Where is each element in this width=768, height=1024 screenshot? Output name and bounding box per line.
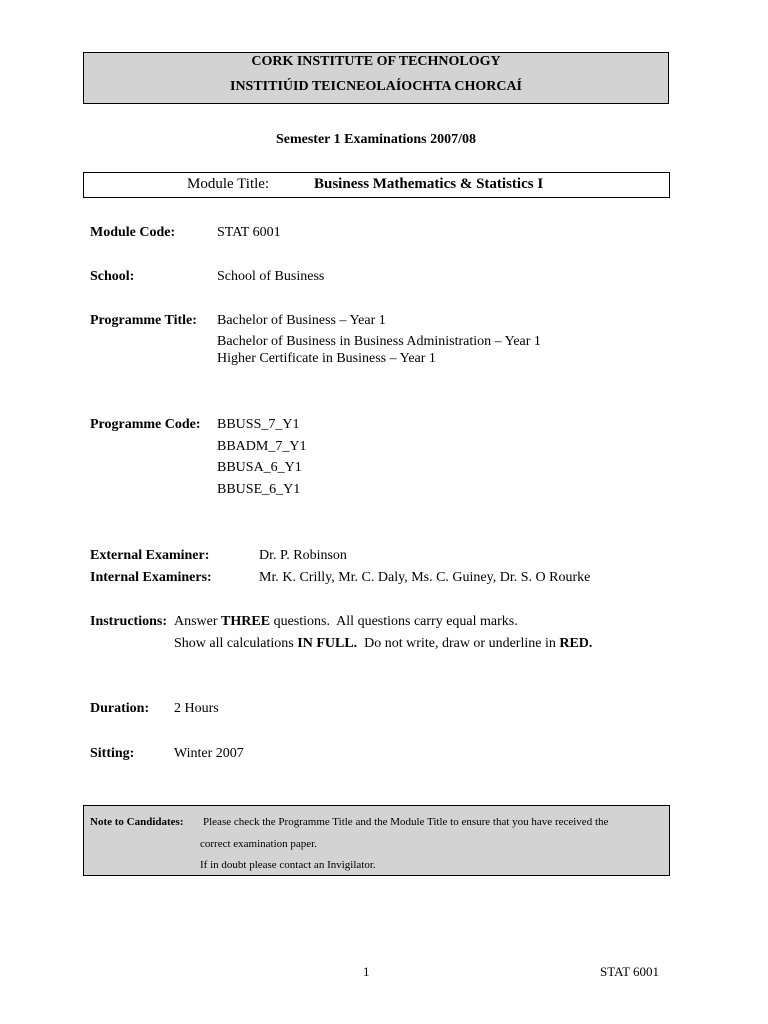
programme-title-line-3: Higher Certificate in Business – Year 1: [217, 351, 436, 366]
programme-title-line-1: Bachelor of Business – Year 1: [217, 313, 386, 328]
page-number: 1: [363, 964, 370, 979]
programme-code-4: BBUSE_6_Y1: [217, 482, 301, 497]
programme-title-label: Programme Title:: [90, 313, 197, 328]
semester-title: Semester 1 Examinations 2007/08: [275, 132, 476, 147]
school-value: School of Business: [217, 269, 325, 284]
note-to-candidates-box: [83, 805, 670, 876]
institute-name-english: CORK INSTITUTE OF TECHNOLOGY: [251, 54, 501, 69]
instructions-text: questions. All questions carry equal marks.: [270, 614, 518, 629]
sitting-value: Winter 2007: [174, 746, 244, 761]
instructions-text: Answer: [174, 614, 222, 629]
external-examiner-label: External Examiner:: [90, 548, 210, 563]
programme-code-3: BBUSA_6_Y1: [217, 460, 302, 475]
sitting-label: Sitting:: [90, 746, 135, 761]
footer-module-code: STAT 6001: [600, 964, 660, 979]
instructions-emphasis: THREE: [221, 614, 271, 629]
internal-examiners-value: Mr. K. Crilly, Mr. C. Daly, Ms. C. Guiney, Dr. S. O Rourke: [259, 570, 591, 585]
duration-value: 2 Hours: [174, 701, 219, 716]
programme-code-label: Programme Code:: [90, 417, 201, 432]
programme-code-2: BBADM_7_Y1: [217, 439, 307, 454]
note-line-1: Please check the Programme Title and the Module Title to ensure that you have received the: [203, 816, 609, 828]
school-label: School:: [90, 269, 135, 284]
instructions-line-2: [174, 636, 592, 652]
institute-name-irish: INSTITIÚID TEICNEOLAÍOCHTA CHORCAÍ: [230, 79, 522, 94]
instructions-text: Do not write, draw or underline in: [357, 636, 560, 651]
programme-title-line-2: Bachelor of Business in Business Administration – Year 1: [217, 334, 541, 349]
module-code-label: Module Code:: [90, 225, 176, 240]
instructions-text: Show all calculations: [174, 636, 298, 651]
note-line-3: If in doubt please contact an Invigilator.: [200, 859, 376, 871]
internal-examiners-label: Internal Examiners:: [90, 570, 212, 585]
external-examiner-value: Dr. P. Robinson: [259, 548, 347, 563]
institute-header: [83, 52, 669, 104]
instructions-label: Instructions:: [90, 614, 168, 629]
note-label: Note to Candidates:: [90, 816, 184, 828]
duration-label: Duration:: [90, 701, 150, 716]
module-title-box: [83, 172, 670, 198]
instructions-emphasis: IN FULL.: [297, 636, 358, 651]
module-title-label: Module Title:: [187, 176, 270, 192]
instructions-line-1: [174, 614, 518, 630]
module-title-value: Business Mathematics & Statistics I: [314, 176, 544, 192]
module-code-value: STAT 6001: [217, 225, 281, 240]
instructions-emphasis: RED.: [559, 636, 593, 651]
note-line-2: correct examination paper.: [200, 838, 317, 850]
programme-code-1: BBUSS_7_Y1: [217, 417, 300, 432]
